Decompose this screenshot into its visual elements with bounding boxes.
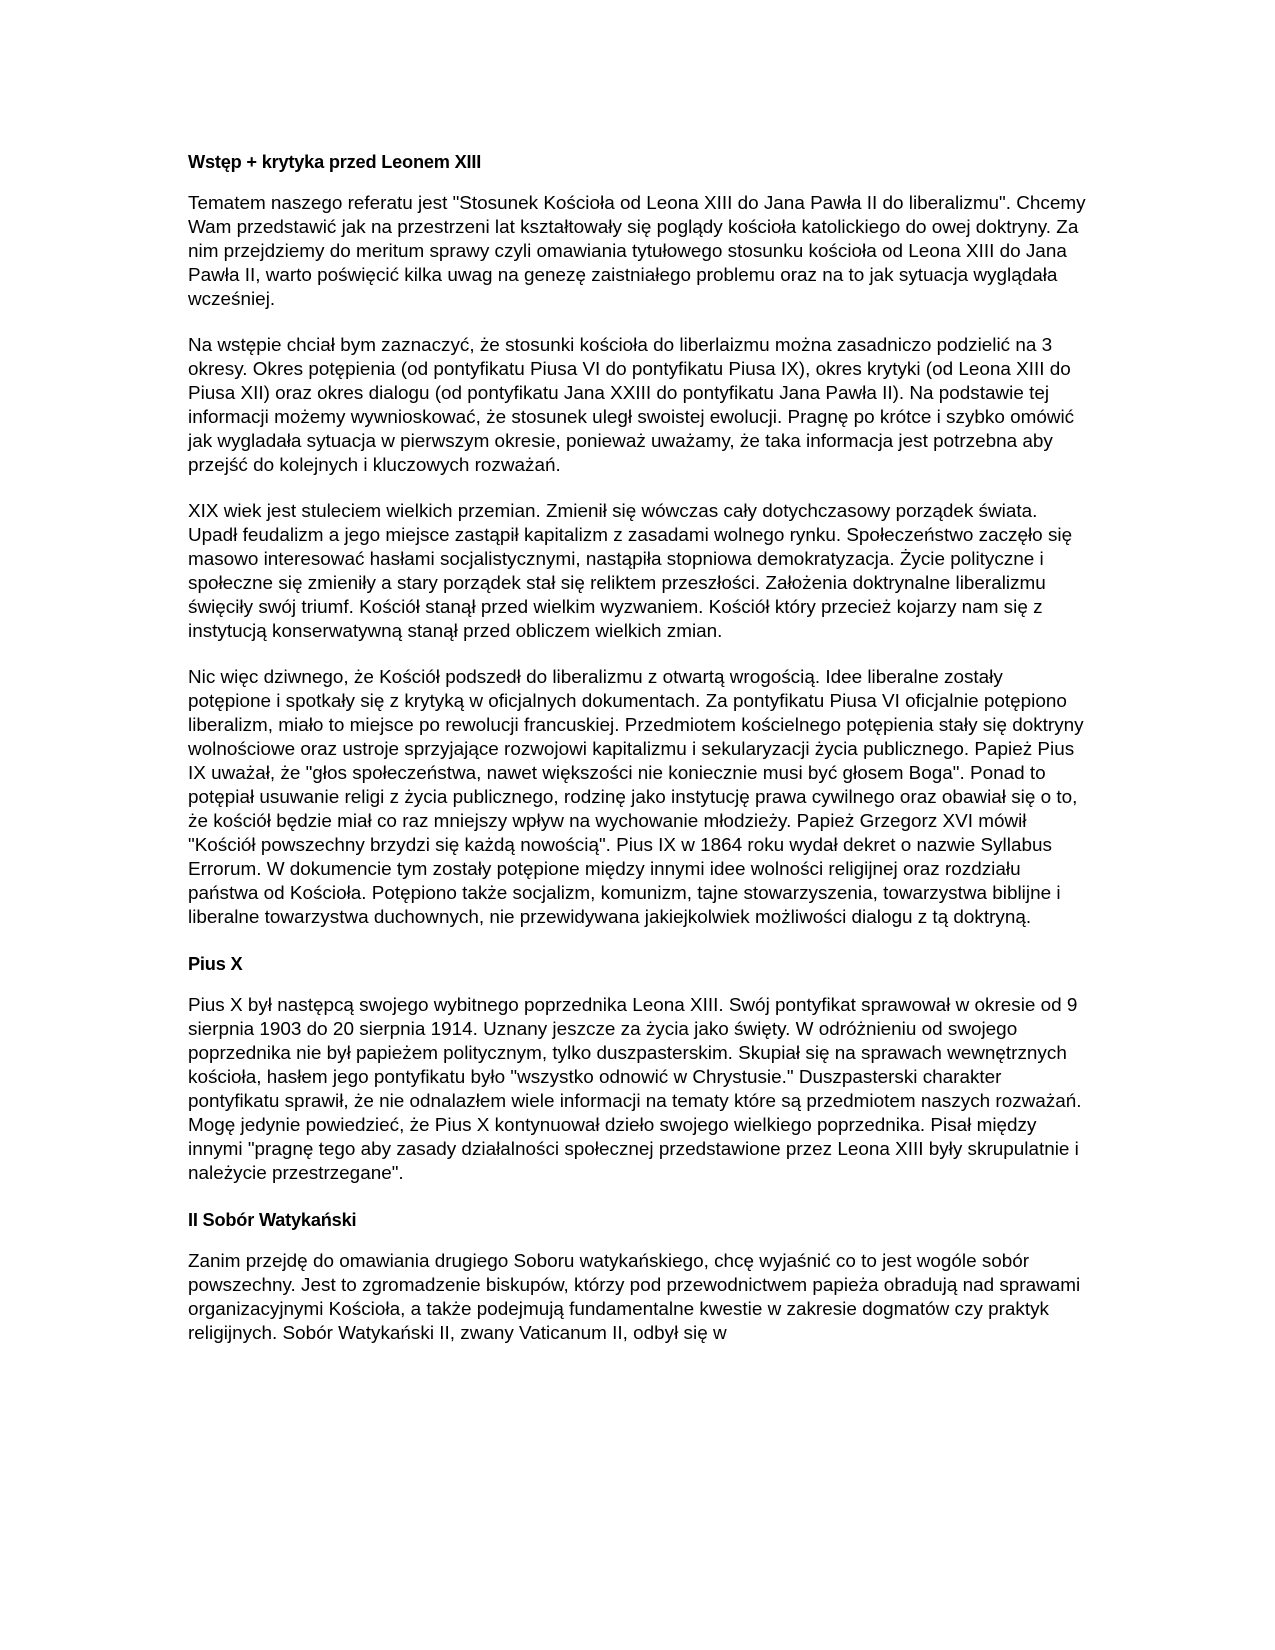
section-vatican-ii bbox=[188, 1208, 1088, 1346]
paragraph: Zanim przejdę do omawiania drugiego Soboru watykańskiego, chcę wyjaśnić co to jest wogóle sobór powszechny. Jest to zgromadzenie biskupów, którzy pod przewodnictwem papieża obradują nad sprawami organizacyjnymi Kościoła, a także podejmują fundamentalne kwestie w zakresie dogmatów czy praktyk religijnych. Sobór Watykański II, zwany Vaticanum II, odbył się w bbox=[188, 1251, 1081, 1344]
paragraph: Nic więc dziwnego, że Kościół podszedł do liberalizmu z otwartą wrogością. Idee liberalne zostały potępione i spotkały się z krytyką w oficjalnych dokumentach. Za pontyfikatu Piusa VI oficjalnie potępiono liberalizm, miało to miejsce po rewolucji francuskiej. Przedmiotem kościelnego potępienia stały się doktryny wolnościowe oraz ustroje sprzyjające rozwojowi kapitalizmu i sekularyzacji życia publicznego. Papież Pius IX uważał, że "głos społeczeństwa, nawet większości nie koniecznie musi być głosem Boga". Ponad to potępiał usuwanie religi z życia publicznego, rodzinę jako instytucję prawa cywilnego oraz obawiał się o to, że kościół będzie miał co raz mniejszy wpływ na wychowanie młodzieży. Papież Grzegorz XVI mówił "Kościół powszechny brzydzi się każdą nowością". Pius IX w 1864 roku wydał dekret o nazwie Syllabus Errorum. W dokumencie tym zostały potępione między innymi idee wolności religijnej oraz rozdziału państwa od Kościoła. Potępiono także socjalizm, komunizm, tajne stowarzyszenia, towarzystwa biblijne i liberalne towarzystwa duchownych, nie przewidywana jakiejkolwiek możliwości dialogu z tą doktryną. bbox=[188, 667, 1084, 928]
paragraph: XIX wiek jest stuleciem wielkich przemian. Zmienił się wówczas cały dotychczasowy porządek świata. Upadł feudalizm a jego miejsce zastąpił kapitalizm z zasadami wolnego rynku. Społeczeństwo zaczęło się masowo interesować hasłami socjalistycznymi, nastąpiła stopniowa demokratyzacja. Życie polityczne i społeczne się zmieniły a stary porządek stał się reliktem przeszłości. Założenia doktrynalne liberalizmu święciły swój triumf. Kościół stanął przed wielkim wyzwaniem. Kościół który przecież kojarzy nam się z instytucją konserwatywną stanął przed obliczem wielkich zmian. bbox=[188, 501, 1073, 642]
section-heading: Pius X bbox=[188, 954, 243, 974]
document-body bbox=[188, 150, 1088, 1368]
section-heading: Wstęp + krytyka przed Leonem XIII bbox=[188, 152, 482, 172]
paragraph: Na wstępie chciał bym zaznaczyć, że stosunki kościoła do liberlaizmu można zasadniczo podzielić na 3 okresy. Okres potępienia (od pontyfikatu Piusa VI do pontyfikatu Piusa IX), okres krytyki (od Leona XIII do Piusa XII) oraz okres dialogu (od pontyfikatu Jana XXIII do pontyfikatu Jana Pawła II). Na podstawie tej informacji możemy wywnioskować, że stosunek uległ swoistej ewolucji. Pragnę po krótce i szybko omówić jak wygladała sytuacja w pierwszym okresie, ponieważ uważamy, że taka informacja jest potrzebna aby przejść do kolejnych i kluczowych rozważań. bbox=[188, 335, 1075, 476]
section-heading: II Sobór Watykański bbox=[188, 1210, 357, 1230]
section-intro bbox=[188, 150, 1088, 930]
section-pius-x bbox=[188, 952, 1088, 1186]
paragraph: Pius X był następcą swojego wybitnego poprzednika Leona XIII. Swój pontyfikat sprawował w okresie od 9 sierpnia 1903 do 20 sierpnia 1914. Uznany jeszcze za życia jako święty. W odróżnieniu od swojego poprzednika nie był papieżem politycznym, tylko duszpasterskim. Skupiał się na sprawach wewnętrznych kościoła, hasłem jego pontyfikatu było "wszystko odnowić w Chrystusie." Duszpasterski charakter pontyfikatu sprawił, że nie odnalazłem wiele informacji na tematy które są przedmiotem naszych rozważań. Mogę jedynie powiedzieć, że Pius X kontynuował dzieło swojego wielkiego poprzednika. Pisał między innymi "pragnę tego aby zasady działalności społecznej przedstawione przez Leona XIII były skrupulatnie i należycie przestrzegane". bbox=[188, 995, 1082, 1184]
paragraph: Tematem naszego referatu jest "Stosunek Kościoła od Leona XIII do Jana Pawła II do liberalizmu". Chcemy Wam przedstawić jak na przestrzeni lat kształtowały się poglądy kościoła katolickiego do owej doktryny. Za nim przejdziemy do meritum sprawy czyli omawiania tytułowego stosunku kościoła od Leona XIII do Jana Pawła II, warto poświęcić kilka uwag na genezę zaistniałego problemu oraz na to jak sytuacja wyglądała wcześniej. bbox=[188, 193, 1086, 310]
